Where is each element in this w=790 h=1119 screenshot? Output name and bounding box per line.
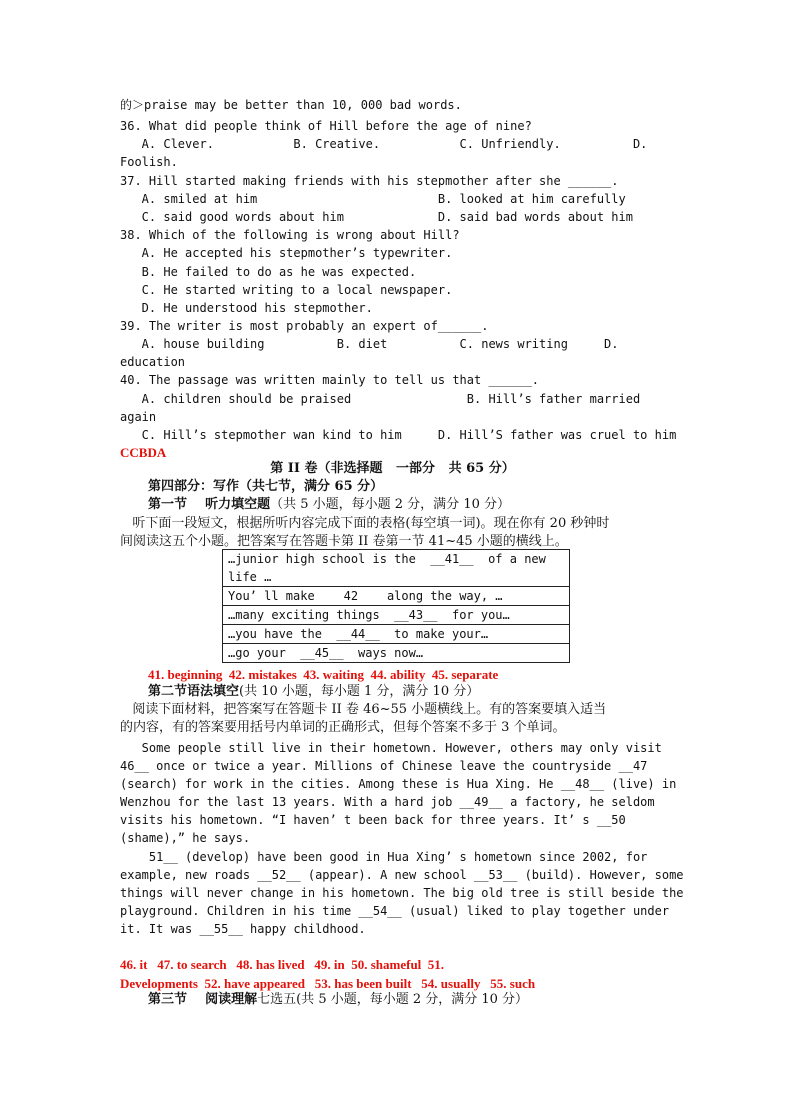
answer-key-51-55: Developments 52. have appeared 53. has been built 54. usually 55. such	[120, 976, 536, 991]
answer-key-41-45: 41. beginning 42. mistakes 43. waiting 44. ability 45. separate	[148, 667, 499, 682]
question-line: C. Hill’s stepmother wan kind to him D. Hill’S father was cruel to him	[120, 428, 677, 442]
question-line: D. He understood his stepmother.	[120, 301, 373, 315]
sec1-instruction-2: 间阅读这五个小题。把答案写在答题卡第 II 卷第一节 41~45 小题的横线上。	[120, 534, 568, 549]
sec3-title: 第三节 阅读理解	[148, 992, 258, 1007]
table-row	[223, 625, 570, 644]
answer-key-46-51: 46. it 47. to search 48. has lived 49. in 50. shameful 51.	[120, 957, 445, 972]
table-row	[223, 606, 570, 625]
table-row	[223, 644, 570, 663]
passage-line: things will never change in his hometown. The big old tree is still beside the	[120, 886, 684, 900]
table-cell: …junior high school is the __41__ of a new life …	[223, 550, 570, 587]
table-cell: …you have the __44__ to make your…	[223, 625, 570, 644]
listening-table	[222, 549, 570, 663]
question-line: A. He accepted his stepmother’s typewriter.	[120, 246, 453, 260]
sec3-note: 七选五(共 5 小题，每小题 2 分，满分 10 分）	[257, 992, 529, 1007]
question-line: C. said good words about him D. said bad words about him	[120, 210, 633, 224]
passage-line: Wenzhou for the last 13 years. With a hard job __49__ a factory, he seldom	[120, 795, 655, 809]
question-line: A. smiled at him B. looked at him carefully	[120, 192, 626, 206]
sec1-title: 第一节 听力填空题	[148, 497, 271, 512]
sec3-header	[148, 991, 693, 1009]
table-row	[223, 587, 570, 606]
passage-line: 51__ (develop) have been good in Hua Xing’ s hometown since 2002, for	[120, 850, 648, 864]
sec2-header	[148, 683, 693, 701]
question-line: B. He failed to do as he was expected.	[120, 265, 417, 279]
question-line: A. Clever. B. Creative. C. Unfriendly. D.	[120, 137, 648, 151]
table-cell: You’ ll make 42 along the way, …	[223, 587, 570, 606]
passage-line: it. It was __55__ happy childhood.	[120, 922, 366, 936]
answer-key-36-40: CCBDA	[120, 445, 167, 460]
question-line: 38. Which of the following is wrong about Hill?	[120, 228, 460, 242]
sec1-note: （共 5 小题，每小题 2 分，满分 10 分）	[270, 497, 510, 512]
question-line: 39. The writer is most probably an expert of______.	[120, 319, 489, 333]
sec1-instruction-1: 听下面一段短文，根据所听内容完成下面的表格(每空填一词)。现在你有 20 秒钟时	[120, 516, 610, 531]
question-line: A. children should be praised B. Hill’s father married	[120, 392, 641, 406]
question-line: 37. Hill started making friends with his stepmother after she ______.	[120, 174, 619, 188]
table-cell: …many exciting things __43__ for you…	[223, 606, 570, 625]
question-line: education	[120, 355, 186, 369]
sec2-instruction-2: 的内容，有的答案要用括号内单词的正确形式，但每个答案不多于 3 个单词。	[120, 720, 566, 735]
part4-title: 第四部分：写作（共七节，满分 65 分）	[148, 479, 384, 494]
passage-line: playground. Children in his time __54__ (usual) liked to play together under	[120, 904, 670, 918]
question-line: A. house building B. diet C. news writing D.	[120, 337, 619, 351]
table-row	[223, 550, 570, 587]
passage-line: (shame),” he says.	[120, 831, 251, 845]
passage-line: 46__ once or twice a year. Millions of Chinese leave the countryside __47	[120, 759, 648, 773]
question-line: 36. What did people think of Hill before the age of nine?	[120, 119, 532, 133]
passage-line: example, new roads __52__ (appear). A new school __53__ (build). However, some	[120, 868, 684, 882]
sec2-instruction-1: 阅读下面材料，把答案写在答题卡 II 卷 46~55 小题横线上。有的答案要填入适当	[120, 702, 607, 717]
question-line: C. He started writing to a local newspaper.	[120, 283, 453, 297]
passage-line: Some people still live in their hometown. However, others may only visit	[120, 741, 662, 755]
sec2-title: 第二节语法填空	[148, 684, 240, 699]
question-line: again	[120, 410, 157, 424]
passage-line: (search) for work in the cities. Among these is Hua Xing. He __48__ (live) in	[120, 777, 677, 791]
section-2-title: 第 II 卷（非选择题 一部分 共 65 分）	[270, 461, 515, 476]
passage-line: visits his hometown. “I haven’ t been back for three years. It’ s __50	[120, 813, 626, 827]
table-cell: …go your __45__ ways now…	[223, 644, 570, 663]
question-line: 40. The passage was written mainly to tell us that ______.	[120, 373, 540, 387]
question-line: Foolish.	[120, 155, 178, 169]
sec2-note: (共 10 小题，每小题 1 分，满分 10 分）	[239, 684, 480, 699]
question-line: 的＞praise may be better than 10, 000 bad words.	[120, 98, 462, 112]
sec1-header	[148, 496, 693, 514]
